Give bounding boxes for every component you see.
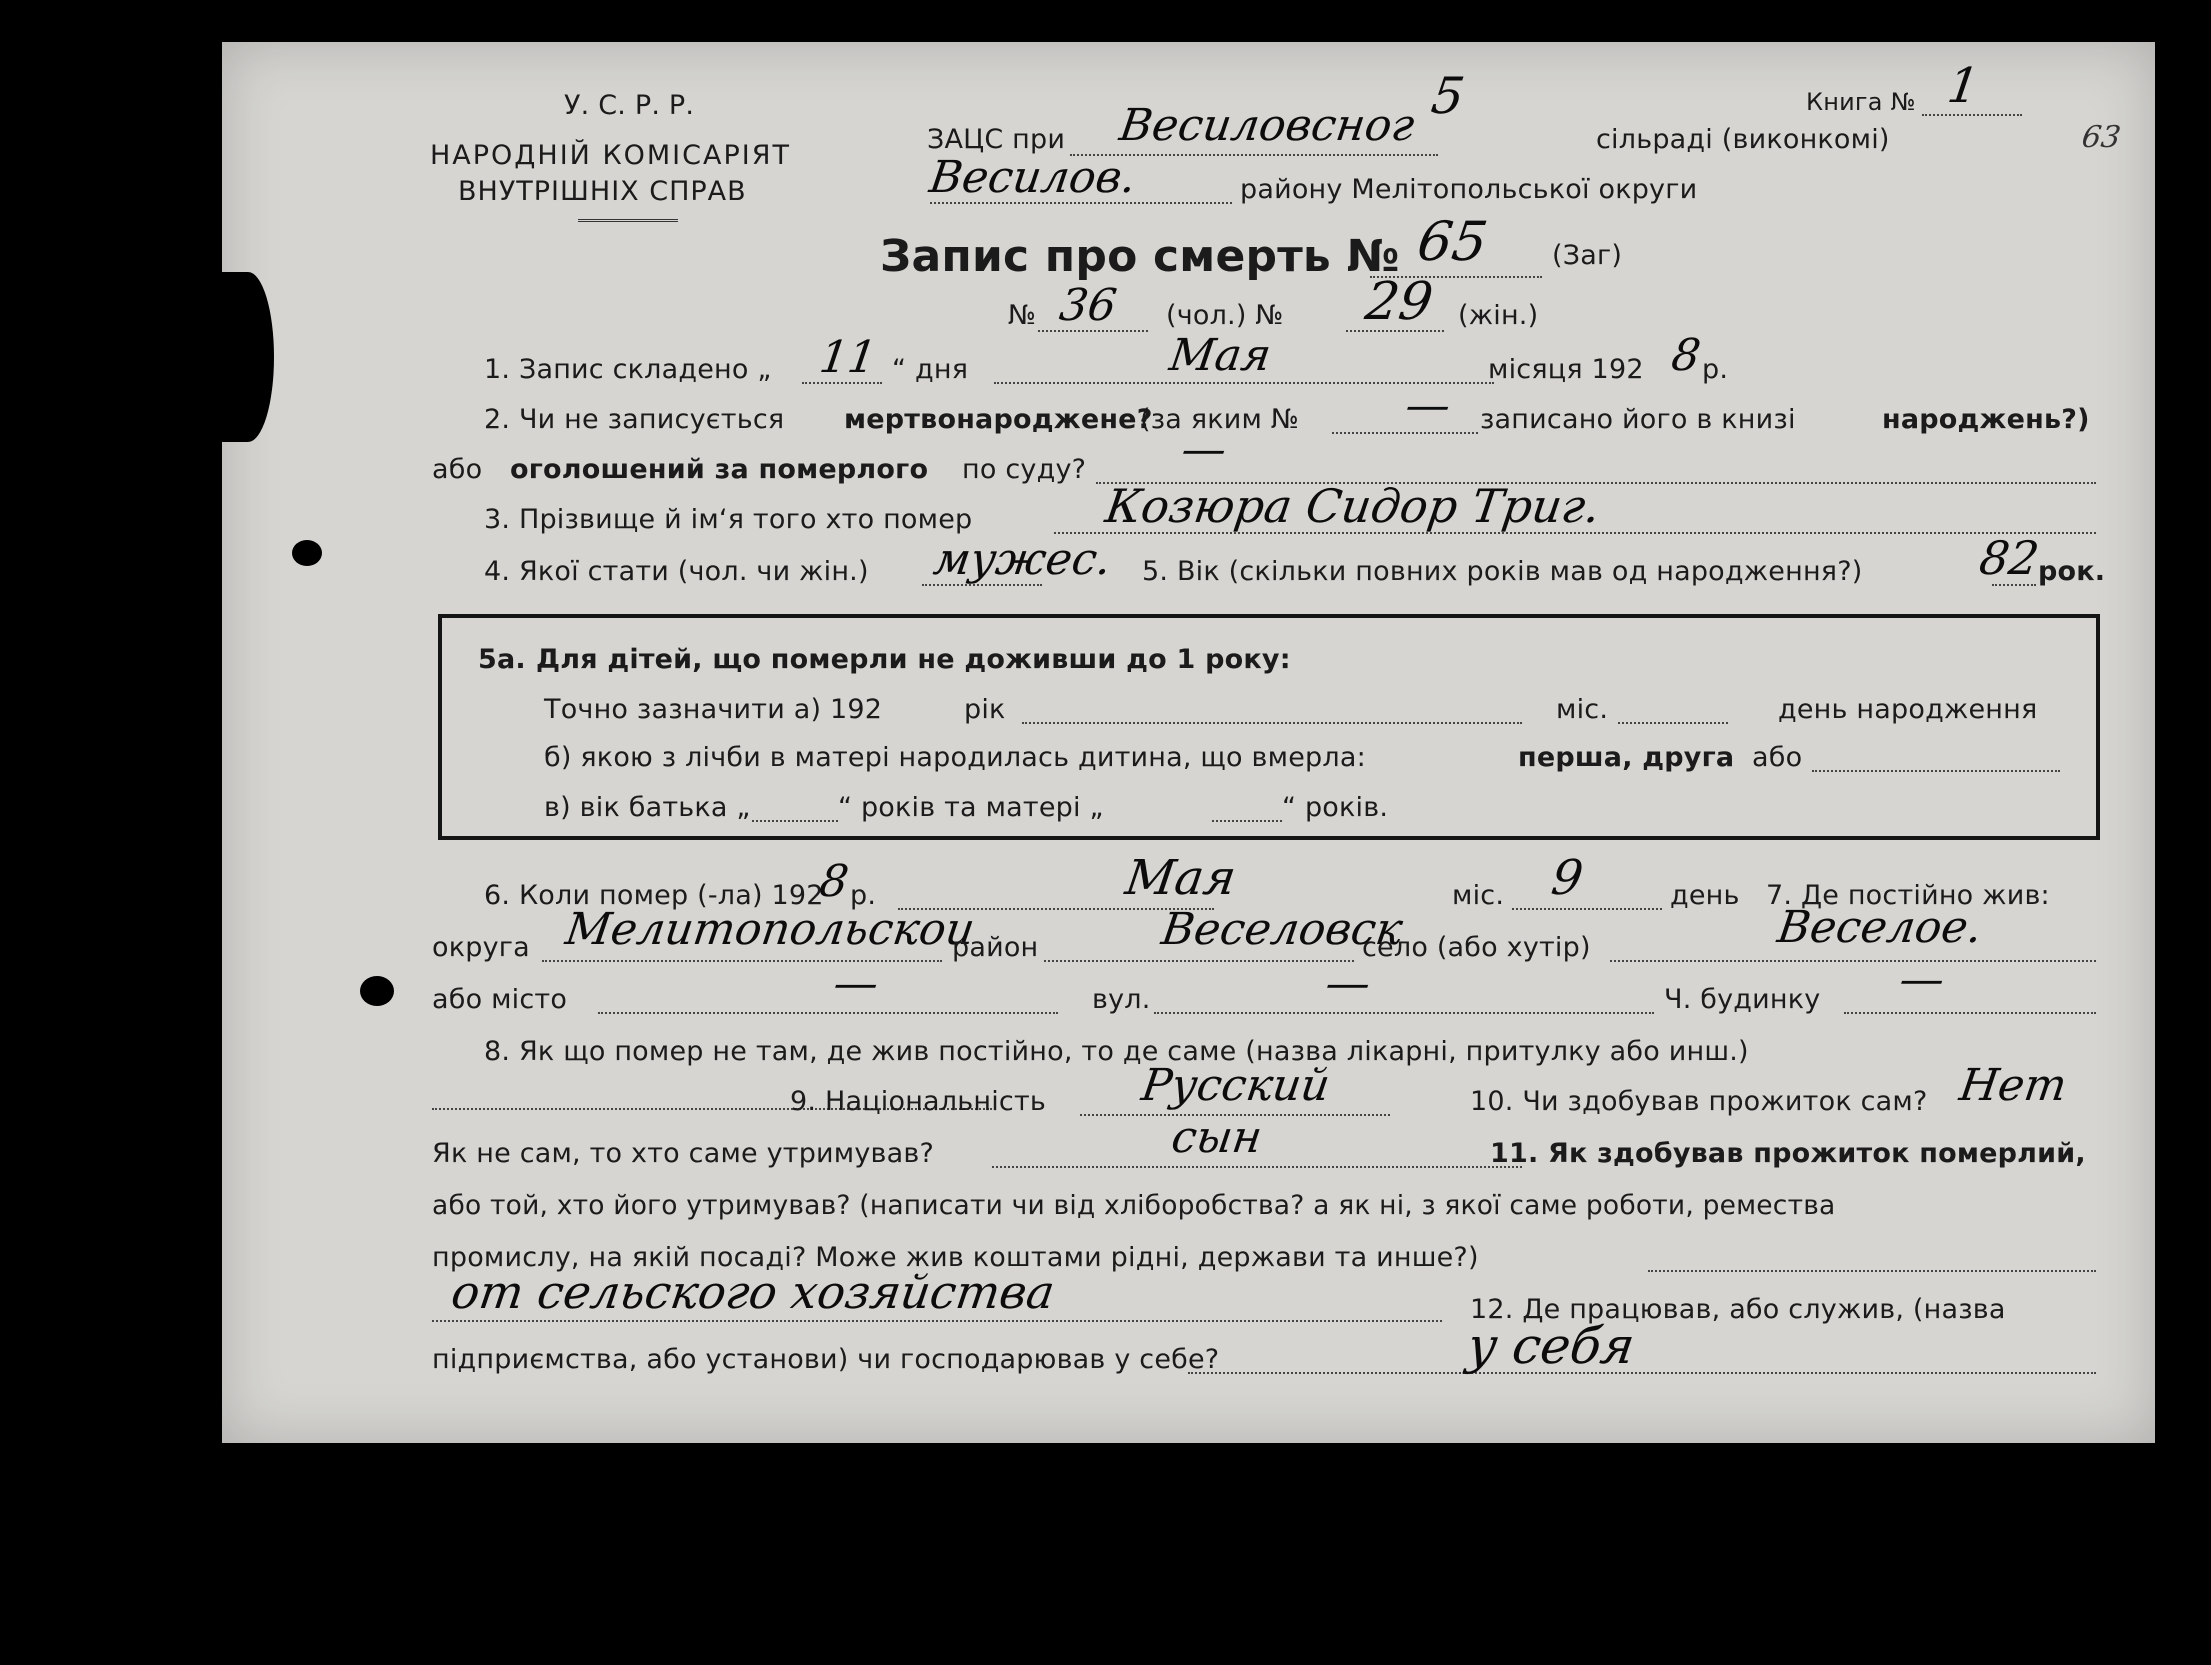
field-6-year: 8 [816, 856, 852, 907]
selo-value: Веселое. [1774, 902, 1986, 953]
field-2-line2-b: оголошений за померлого [510, 454, 929, 485]
field-6-den: день [1670, 880, 1740, 911]
field-3-value: Козюра Сидор Триг. [1102, 479, 1604, 533]
field-2-value: — [1402, 380, 1454, 431]
commissariat-line1: НАРОДНІЙ КОМІСАРІЯТ [430, 140, 791, 171]
field-2-line2-a: або [432, 454, 483, 485]
raion-label: району Мелітопольської округи [1240, 174, 1698, 205]
field-12-value: у себя [1463, 1317, 1639, 1375]
okruga-value: Мелитопольскои [562, 904, 978, 955]
children-line-c: в) вік батька „ [544, 792, 751, 823]
field-11-value-line [432, 1320, 1442, 1322]
raion-handwritten: Весилов. [926, 152, 1140, 203]
children-line-a-rik: рік [964, 694, 1006, 725]
field-11-label: 11. Як здобував прожиток померлий, [1490, 1138, 2086, 1169]
field-1-day: 11 [816, 332, 880, 383]
children-title-b: Для дітей, що померли не доживши до 1 року: [536, 644, 1291, 675]
field-11-line3-dots [1648, 1270, 2096, 1272]
female-number: 29 [1361, 272, 1437, 332]
field-6-label: 6. Коли помер (-ла) 192 [484, 880, 824, 911]
zags-label: ЗАЦС при [927, 124, 1066, 155]
keeper-line [992, 1166, 1522, 1168]
field-5-end: рок. [2038, 556, 2106, 587]
children-line-b-dots [1812, 770, 2060, 772]
children-title-a: 5а. [478, 644, 526, 675]
book-line [1922, 114, 2022, 116]
vul-line [1154, 1012, 1654, 1014]
misto-label: або місто [432, 984, 568, 1015]
children-line-a-mis: міс. [1556, 694, 1609, 725]
field-2-label-d: записано його в книзі [1480, 404, 1796, 435]
punch-hole-top [222, 272, 274, 442]
field-10-value: Нет [1956, 1060, 2070, 1111]
zag-label: (Заг) [1552, 240, 1623, 271]
keeper-value: сын [1168, 1112, 1266, 1163]
field-5-value: 82 [1976, 531, 2043, 585]
field-8-label: 8. Як що помер не там, де жив постійно, то де саме (назва лікарні, притулку або инш.) [484, 1036, 1749, 1067]
children-line-c-mid: “ років та матері „ [838, 792, 1104, 823]
children-line-b-bold: перша, друга [1518, 742, 1735, 773]
field-4-label: 4. Якої стати (чол. чи жін.) [484, 556, 869, 587]
corner-number: 63 [2079, 120, 2123, 155]
field-6-day-line [1512, 908, 1662, 910]
field-10-label: 10. Чи здобував прожиток сам? [1470, 1086, 1928, 1117]
female-label: (жін.) [1458, 300, 1539, 331]
zags-value: Весиловсног [1116, 100, 1418, 151]
field-6-mis: міс. [1452, 880, 1505, 911]
commissariat-line2: ВНУТРІШНІХ СПРАВ [458, 176, 747, 207]
children-line-a-dots1 [1022, 722, 1522, 724]
field-11-line2: або той, хто його утримував? (написати чи від хліборобства? а як ні, з якої саме роботи, ремества [432, 1190, 1836, 1221]
record-number: 65 [1413, 210, 1492, 273]
children-line-a-end: день народження [1778, 694, 2038, 725]
death-record-card [222, 42, 2155, 1443]
field-2-label-b: мертвонароджене? [844, 404, 1153, 435]
field-1-year: 8 [1668, 330, 1704, 381]
field-12-label: 12. Де працював, або служив, (назва [1470, 1294, 2006, 1325]
raion-field-value: Веселовск [1158, 904, 1406, 955]
budynok-line [1844, 1012, 2096, 1014]
field-11-value: от сельского хозяйства [448, 1265, 1058, 1319]
children-line-b-end: або [1752, 742, 1803, 773]
field-6-month: Мая [1122, 850, 1240, 906]
record-title: Запис про смерть № [880, 231, 1400, 282]
field-2-value2: — [1178, 424, 1230, 475]
field-1-month: Мая [1166, 330, 1275, 381]
keeper-label: Як не сам, то хто саме утримував? [432, 1138, 935, 1169]
field-2-label-e: народжень?) [1882, 404, 2090, 435]
book-number: 1 [1944, 58, 1983, 114]
vul-label: вул. [1092, 984, 1151, 1015]
field-1-end: р. [1702, 354, 1729, 385]
male-no-label: № [1008, 300, 1037, 331]
budynok-label: Ч. будинку [1664, 984, 1821, 1015]
male-number: 36 [1056, 280, 1120, 331]
children-line-a: Точно зазначити а) 192 [544, 694, 883, 725]
field-1-year-label: місяця 192 [1488, 354, 1644, 385]
field-9-label: 9. Національність [790, 1086, 1046, 1117]
okruga-label: округа [432, 932, 530, 963]
children-line-c-dots1 [752, 820, 838, 822]
field-2-label-a: 2. Чи не записується [484, 404, 785, 435]
misto-line [598, 1012, 1058, 1014]
silrada-label: сільраді (виконкомі) [1596, 124, 1890, 155]
field-5-label: 5. Вік (скільки повних років мав од народження?) [1142, 556, 1863, 587]
field-2-label-c: (за яким № [1140, 404, 1300, 435]
field-7-label: 7. Де постійно жив: [1766, 880, 2050, 911]
male-label: (чол.) № [1166, 300, 1284, 331]
field-2-line [1332, 432, 1478, 434]
ussr-header: У. С. Р. Р. [564, 90, 695, 121]
field-3-label: 3. Прізвище й ім‘я того хто помер [484, 504, 973, 535]
raion-field-label: район [952, 932, 1039, 963]
field-6-r: р. [850, 880, 877, 911]
field-12-line2: підприємства, або установи) чи господарював у себе? [432, 1344, 1220, 1375]
zags-mark: 5 [1427, 67, 1468, 125]
children-line-b: б) якою з лічби в матері народилась дитина, що вмерла: [544, 742, 1366, 773]
budynok-value: — [1896, 954, 1948, 1005]
selo-label: село (або хутір) [1362, 932, 1591, 963]
children-line-c-dots2 [1212, 820, 1282, 822]
field-1-label: 1. Запис складено „ [484, 354, 772, 385]
field-2-line2-c: по суду? [962, 454, 1087, 485]
children-line-c-end: “ років. [1282, 792, 1389, 823]
field-1-mid: “ дня [892, 354, 969, 385]
children-line-a-dots2 [1618, 722, 1728, 724]
okruga-line [542, 960, 942, 962]
field-9-value: Русский [1138, 1060, 1334, 1111]
selo-line [1610, 960, 2096, 962]
book-label: Книга № [1806, 88, 1916, 116]
field-4-value: мужес. [930, 534, 1115, 585]
misto-value: — [830, 958, 882, 1009]
raion-field-line [1044, 960, 1354, 962]
field-11-line3: промислу, на якій посаді? Може жив коштами рідні, держави та инше?) [432, 1242, 1479, 1273]
raion-line [930, 202, 1232, 204]
punch-hole-bottom [360, 976, 394, 1006]
field-12-line [1188, 1372, 2096, 1374]
field-6-day: 9 [1548, 850, 1587, 906]
header-rule [578, 219, 678, 222]
vul-value: — [1322, 958, 1374, 1009]
punch-hole-mid [292, 540, 322, 566]
